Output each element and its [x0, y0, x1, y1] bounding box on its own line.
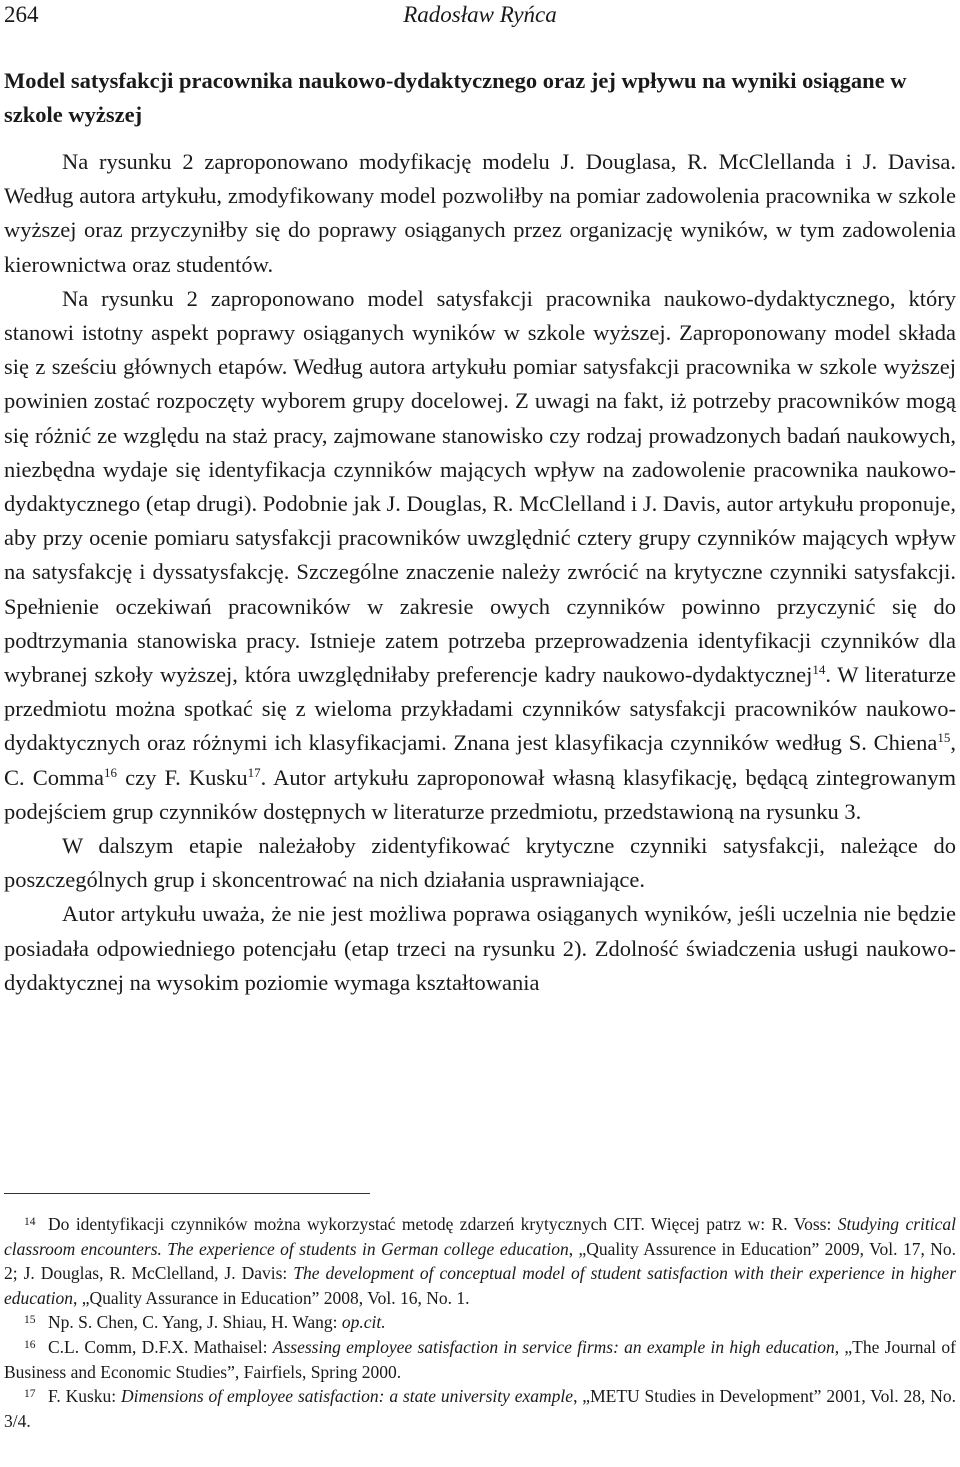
footnote-ref-15[interactable]: 15	[937, 730, 951, 746]
footnote-text: , „Quality Assurance in Education” 2008, Vol. 16, No. 1.	[73, 1287, 470, 1308]
paragraph-2-part-e: . Autor artykułu zaproponował własną klasyfikację, będącą zintegrowanym podejściem grup czynników dostępnych w literaturze przedmiotu, przedstawioną na rysunku 3.	[4, 764, 956, 824]
page-number: 264	[4, 2, 39, 27]
running-head: Radosław Ryńca	[403, 2, 557, 27]
body-text	[4, 145, 956, 1000]
footnote-title: The development of conceptual model of student satisfaction with their experience in higher education	[4, 1263, 957, 1308]
section-title: Model satysfakcji pracownika naukowo-dydaktycznego oraz jej wpływu na wyniki osiągane w szkole wyższej	[4, 68, 907, 127]
page-header	[4, 0, 956, 30]
footnote-divider	[4, 1193, 370, 1194]
footnotes	[4, 1212, 956, 1433]
paragraph-2-part-a: Na rysunku 2 zaproponowano model satysfakcji pracownika naukowo-dydaktycznego, który stanowi istotny aspekt poprawy osiąganych wyników w szkole wyższej. Zaproponowany model składa się z sześciu głównych etapów. Według autora artykułu pomiar satysfakcji pracownika w szkole wyższej powinien zostać rozpoczęty wyborem grupy docelowej. Z uwagi na fakt, iż potrzeby pracowników mogą się różnić ze względu na staż pracy, zajmowane stanowisko czy rodzaj prowadzonych badań naukowych, niezbędna wydaje się identyfikacja czynników mających wpływ na zadowolenie pracownika naukowo-dydaktycznego (etap drugi). Podobnie jak J. Douglas, R. McClelland i J. Davis, autor artykułu proponuje, aby przy ocenie pomiaru satysfakcji pracowników uwzględnić cztery grupy czynników mających wpływ na satysfakcję i dyssatysfakcję. Szczególne znaczenie należy zwrócić na krytyczne czynniki satysfakcji. Spełnienie oczekiwań pracowników w zakresie owych czynników powinno przyczynić się do podtrzymania stanowiska pracy. Istnieje zatem potrzeba przeprowadzenia identyfikacji czynników dla wybranej szkoły wyższej, która uwzględniłaby preferencje kadry naukowo-dydaktycznej	[4, 285, 956, 688]
footnote-text: , „The Journal of Business and Economic Studies”, Fairfiels, Spring 2000.	[4, 1336, 956, 1382]
footnote-ref-17[interactable]: 17	[247, 764, 261, 780]
footnote-title: op.cit.	[341, 1312, 386, 1333]
footnote-ref-14[interactable]: 14	[812, 662, 826, 678]
paragraph-2-part-c: , C. Comma	[4, 730, 956, 790]
footnote-text: Np. S. Chen, C. Yang, J. Shiau, H. Wang:	[48, 1312, 342, 1333]
footnote-text: F. Kusku:	[48, 1386, 122, 1407]
paragraph-1: Na rysunku 2 zaproponowano modyfikację modelu J. Douglasa, R. McClellanda i J. Davisa. Według autora artykułu, zmodyfikowany model pozwoliłby na pomiar zadowolenia pracownika w szkole wyższej oraz przyczyniłby się do poprawy osiąganych przez organizację wyników, w tym zadowolenia kierownictwa oraz studentów.	[4, 149, 956, 277]
paragraph-2-part-b: . W literaturze przedmiotu można spotkać się z wieloma przykładami czynników satysfakcji pracowników naukowo-dydaktycznych oraz różnymi ich klasyfikacjami. Znana jest klasyfikacja czynników według S. Chiena	[4, 662, 956, 756]
footnote-17: 17 F. Kusku: Dimensions of employee satisfaction: a state university example, „METU Studies in Development” 2001, Vol. 28, No. 3/4.	[4, 1386, 956, 1431]
paragraph-4: Autor artykułu uważa, że nie jest możliwa poprawa osiąganych wyników, jeśli uczelnia nie będzie posiadała odpowiedniego potencjału (etap trzeci na rysunku 2). Zdolność świadczenia usługi naukowo-dydaktycznej na wysokim poziomie wymaga kształtowania	[4, 901, 956, 995]
footnote-text: , „METU Studies in Development” 2001, Vol. 28, No. 3/4.	[4, 1386, 956, 1431]
footnote-title: Dimensions of employee satisfaction: a state university example	[121, 1386, 574, 1407]
footnote-ref-16[interactable]: 16	[104, 764, 117, 780]
footnote-title: Assessing employee satisfaction in service firms: an example in high education	[272, 1336, 835, 1357]
footnote-15: 15 Np. S. Chen, C. Yang, J. Shiau, H. Wang: op.cit.	[24, 1312, 386, 1333]
footnote-text: , „Quality Assurence in Education” 2009, Vol. 17, No. 2; J. Douglas, R. McClelland, J. Davis:	[4, 1238, 956, 1284]
footnote-14: 14 Do identyfikacji czynników można wykorzystać metodę zdarzeń krytycznych CIT. Więcej patrz w: R. Voss: Studying critical classroom encounters. The experience of students in German college education, „Quality Assurence in Education” 2009, Vol. 17, No. 2; J. Douglas, R. McClelland, J. Davis: The development of conceptual model of student satisfaction with their experience in higher education, „Quality Assurance in Education” 2008, Vol. 16, No. 1.	[4, 1214, 957, 1308]
paragraph-3: W dalszym etapie należałoby zidentyfikować krytyczne czynniki satysfakcji, należące do poszczególnych grup i skoncentrować na nich działania usprawniające.	[4, 833, 956, 893]
footnote-title: Studying critical classroom encounters. The experience of students in German college education	[4, 1214, 956, 1259]
footnote-text: C.L. Comm, D.F.X. Mathaisel:	[48, 1336, 273, 1357]
footnote-16: 16 C.L. Comm, D.F.X. Mathaisel: Assessing employee satisfaction in service firms: an example in high education, „The Journal of Business and Economic Studies”, Fairfiels, Spring 2000.	[4, 1336, 956, 1382]
paragraph-2	[4, 282, 956, 829]
paragraph-2-part-d: czy F. Kusku	[117, 764, 248, 790]
footnote-text: Do identyfikacji czynników można wykorzystać metodę zdarzeń krytycznych CIT. Więcej patrz w: R. Voss:	[48, 1214, 838, 1234]
